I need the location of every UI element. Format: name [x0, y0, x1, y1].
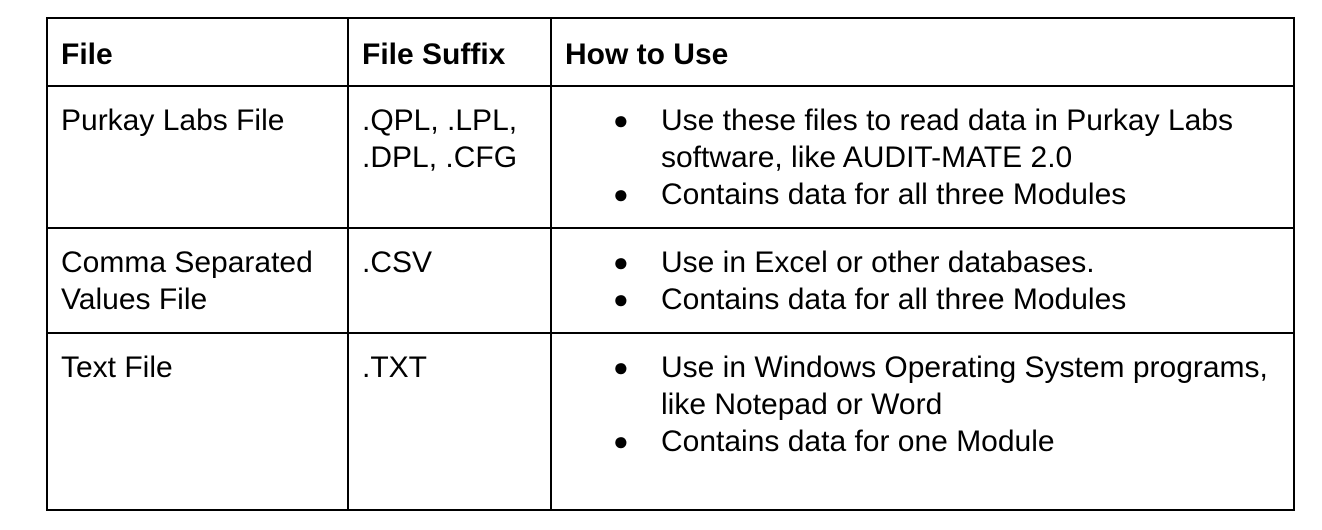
- list-item: [565, 349, 1280, 423]
- usage-text: Use these files to read data in Purkay Labs software, like AUDIT-MATE 2.0: [661, 104, 1233, 174]
- bullet-icon: ●: [613, 284, 629, 314]
- list-item: [565, 423, 1280, 460]
- bullet-icon: ●: [613, 179, 629, 209]
- how-to-use-cell: [551, 228, 1294, 333]
- list-item: [565, 281, 1280, 318]
- list-item: [565, 176, 1280, 213]
- file-cell: Purkay Labs File: [47, 86, 348, 228]
- usage-text: Use in Windows Operating System programs, like Notepad or Word: [661, 351, 1268, 421]
- usage-text: Contains data for one Module: [661, 425, 1055, 458]
- table-header-row: [47, 18, 1294, 86]
- file-cell: Text File: [47, 333, 348, 510]
- bullet-icon: ●: [613, 426, 629, 456]
- how-to-use-cell: [551, 86, 1294, 228]
- suffix-cell: .CSV: [348, 228, 551, 333]
- bullet-icon: ●: [613, 105, 629, 135]
- list-item: [565, 102, 1280, 176]
- usage-text: Contains data for all three Modules: [661, 178, 1127, 211]
- bullet-icon: ●: [613, 247, 629, 277]
- suffix-cell: .QPL, .LPL, .DPL, .CFG: [348, 86, 551, 228]
- usage-list: [565, 349, 1280, 460]
- table-row: [47, 86, 1294, 228]
- how-to-use-cell: [551, 333, 1294, 510]
- column-header-file-suffix: File Suffix: [348, 18, 551, 86]
- column-header-file: File: [47, 18, 348, 86]
- list-item: [565, 244, 1280, 281]
- bullet-icon: ●: [613, 352, 629, 382]
- file-types-table: [46, 17, 1295, 511]
- usage-text: Use in Excel or other databases.: [661, 246, 1095, 279]
- table-row: [47, 228, 1294, 333]
- column-header-how-to-use: How to Use: [551, 18, 1294, 86]
- suffix-cell: .TXT: [348, 333, 551, 510]
- file-cell: Comma Separated Values File: [47, 228, 348, 333]
- usage-list: [565, 102, 1280, 213]
- usage-list: [565, 244, 1280, 318]
- table-row: [47, 333, 1294, 510]
- usage-text: Contains data for all three Modules: [661, 283, 1127, 316]
